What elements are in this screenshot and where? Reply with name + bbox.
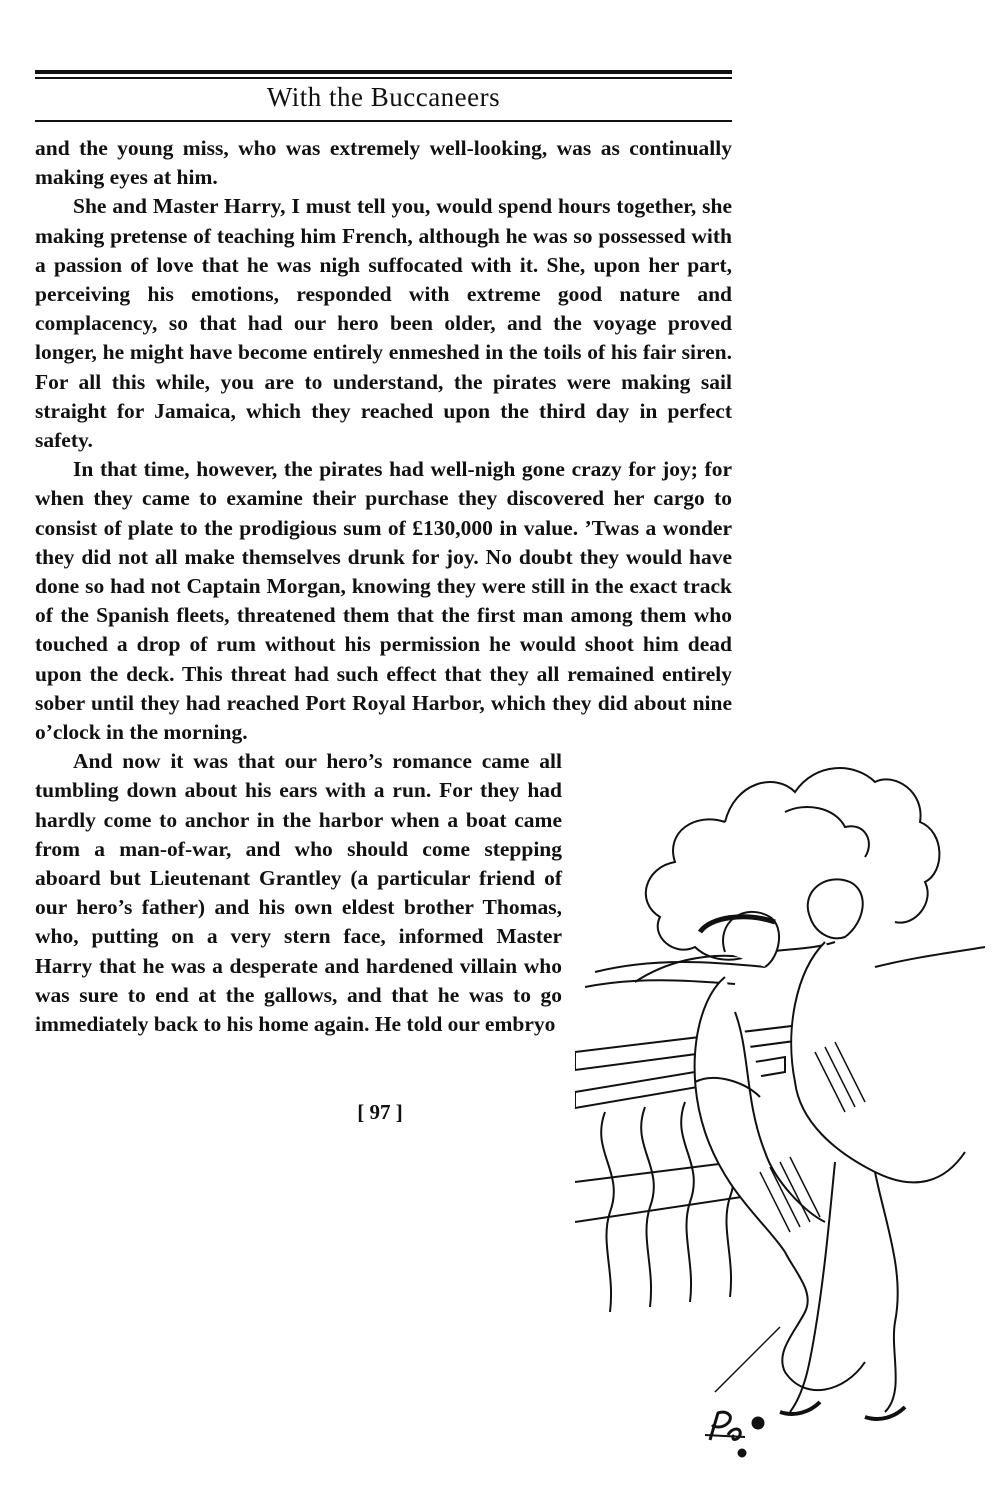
couple-at-ship-rail-illustration — [575, 752, 995, 1467]
paragraph: She and Master Harry, I must tell you, would spend hours together, she making pretense of teaching him French, although he was so possessed with a passion of love that he was nigh suffocated with it. She, upon her part, perceiving his emotions, responded with extreme good nature and complacency, so that had our hero been older, and the voyage proved longer, he might have become entirely enmeshed in the toils of his fair siren. For all this while, you are to understand, the pirates were making sail straight for Jamaica, which they reached upon the third day in perfect safety. — [35, 194, 732, 453]
paragraph: and the young miss, who was extremely well-looking, was as continually making eyes at him. — [35, 136, 732, 190]
paragraph: And now it was that our hero’s romance came all tumbling down about his ears with a run. For they had hardly come to anchor in the harbor when a boat came from a man-of-war, and who should come stepping aboard but Lieutenant Grantley (a particular friend of our hero’s father) and his own eldest brother Thomas, who, putting on a very stern face, informed Master Harry that he was a desperate and hardened villain who was sure to end at the gallows, and that he was to go immediately back to his home again. He told our embryo — [35, 749, 562, 1037]
paragraph: In that time, however, the pirates had well-nigh gone crazy for joy; for when they came to examine their purchase they discovered her cargo to consist of plate to the prodigious sum of £130,000 in value. ’Twas a wonder they did not all make themselves drunk for joy. No doubt they would have done so had not Captain Morgan, knowing they were still in the exact track of the Spanish fleets, threatened them that the first man among them who touched a drop of rum without his permission he would shoot him dead upon the deck. This threat had such effect that they all remained entirely sober until they had reached Port Royal Harbor, which they did about nine o’clock in the morning. — [35, 457, 732, 745]
head-rule — [35, 120, 732, 122]
page-number: [ 97 ] — [357, 1100, 403, 1124]
top-rule-thin — [35, 77, 732, 79]
running-head: With the Buccaneers — [266, 82, 501, 112]
top-rule-thick — [35, 70, 732, 74]
artist-monogram-icon — [700, 1405, 770, 1460]
